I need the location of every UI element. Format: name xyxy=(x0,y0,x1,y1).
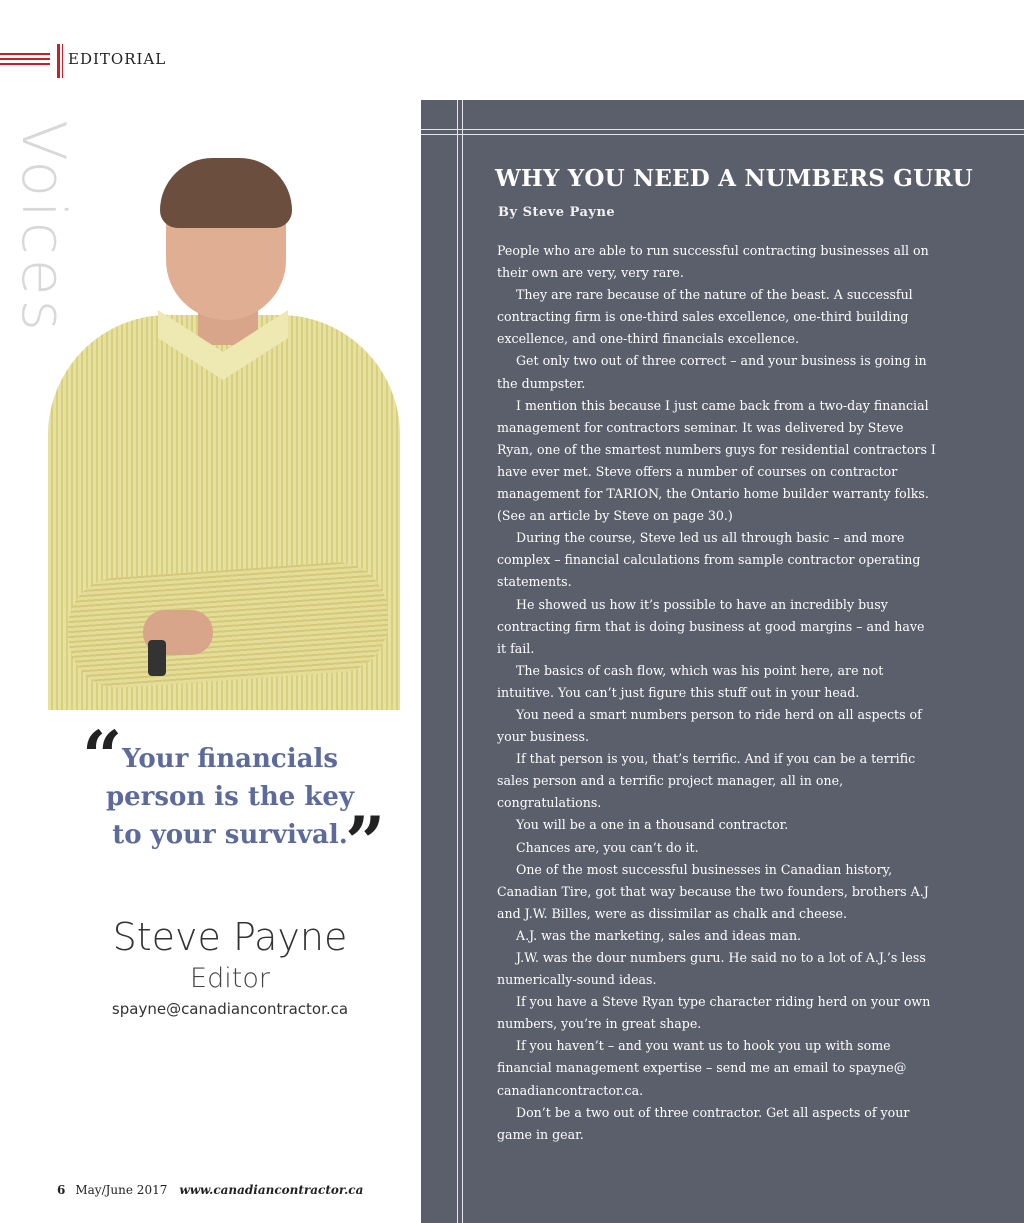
article-paragraph: The basics of cash flow, which was his point here, are not intuitive. You can’t just figure this stuff out in your head. xyxy=(497,662,884,700)
article-paragraph: I mention this because I just came back from a two-day financial management for contractors seminar. It was delivered by Steve Ryan, one of the smartest numbers guys for residential contractors I have ever met. Steve offers a number of courses on contractor management for TARION, the Ontario home builder warranty folks. (See an article by Steve on page 30.) xyxy=(497,397,936,524)
article-byline: By Steve Payne xyxy=(498,205,616,220)
page-footer xyxy=(57,1183,363,1197)
panel-rule-horizontal xyxy=(421,129,1024,130)
header-rule-lines xyxy=(0,53,50,68)
pull-quote: Your financials person is the key to your survival. xyxy=(105,744,355,850)
article-paragraph: They are rare because of the nature of the beast. A successful contracting firm is one-third sales excellence, one-third building excellence, and one-third financials excellence. xyxy=(497,287,913,347)
article-body xyxy=(497,240,937,1146)
author-title: Editor xyxy=(190,963,270,994)
photo-crossed-arms xyxy=(65,559,392,691)
section-tag: EDITORIAL xyxy=(68,50,167,68)
header-rule-bar xyxy=(57,44,60,78)
author-name: Steve Payne xyxy=(112,915,348,959)
article-paragraph: If you have a Steve Ryan type character riding herd on your own numbers, you’re in great shape. xyxy=(497,994,931,1032)
article-paragraph: He showed us how it’s possible to have an incredibly busy contracting firm that is doing business at good margins – and have it fail. xyxy=(497,596,925,656)
photo-watch xyxy=(148,640,166,676)
article-paragraph: During the course, Steve led us all through basic – and more complex – financial calculations from sample contractor operating statements. xyxy=(497,530,921,590)
issue-date: May/June 2017 xyxy=(75,1183,168,1197)
panel-rule-vertical-2 xyxy=(462,100,463,1223)
article-paragraph: One of the most successful businesses in Canadian history, Canadian Tire, got that way because the two founders, brothers A.J and J.W. Billes, were as dissimilar as chalk and cheese. xyxy=(497,861,929,921)
panel-rule-vertical xyxy=(457,100,458,1223)
article-paragraph: People who are able to run successful contracting businesses all on their own are very, very rare. xyxy=(497,243,929,281)
article-paragraph: Chances are, you can’t do it. xyxy=(516,839,699,855)
photo-hair xyxy=(160,158,292,228)
quote-open-mark: “ xyxy=(82,715,123,798)
article-paragraph: A.J. was the marketing, sales and ideas man. xyxy=(516,927,802,943)
page-number: 6 xyxy=(57,1183,66,1197)
author-email-link[interactable]: spayne@canadiancontractor.ca xyxy=(111,1000,349,1018)
article-paragraph: You will be a one in a thousand contractor. xyxy=(516,817,789,833)
panel-rule-horizontal-2 xyxy=(421,134,1024,135)
author-photo xyxy=(48,140,400,710)
article-paragraph: J.W. was the dour numbers guru. He said no to a lot of A.J.’s less numerically-sound ideas. xyxy=(497,950,926,988)
website-link[interactable]: www.canadiancontractor.ca xyxy=(179,1183,364,1197)
column-name: Voices xyxy=(8,120,78,335)
article-paragraph: If that person is you, that’s terrific. And if you can be a terrific sales person and a terrific project manager, all in one, congratulations. xyxy=(497,751,916,811)
article-paragraph: Don’t be a two out of three contractor. Get all aspects of your game in gear. xyxy=(497,1104,910,1142)
quote-close-mark: ” xyxy=(345,801,386,884)
header-rule-bar-thin xyxy=(62,44,63,78)
article-paragraph: If you haven’t – and you want us to hook you up with some financial management expertise – send me an email to spayne@ canadiancontractor.ca. xyxy=(497,1038,907,1098)
article-paragraph: Get only two out of three correct – and your business is going in the dumpster. xyxy=(497,353,927,391)
article-paragraph: You need a smart numbers person to ride herd on all aspects of your business. xyxy=(497,706,922,745)
article-title: WHY YOU NEED A NUMBERS GURU xyxy=(495,165,973,192)
